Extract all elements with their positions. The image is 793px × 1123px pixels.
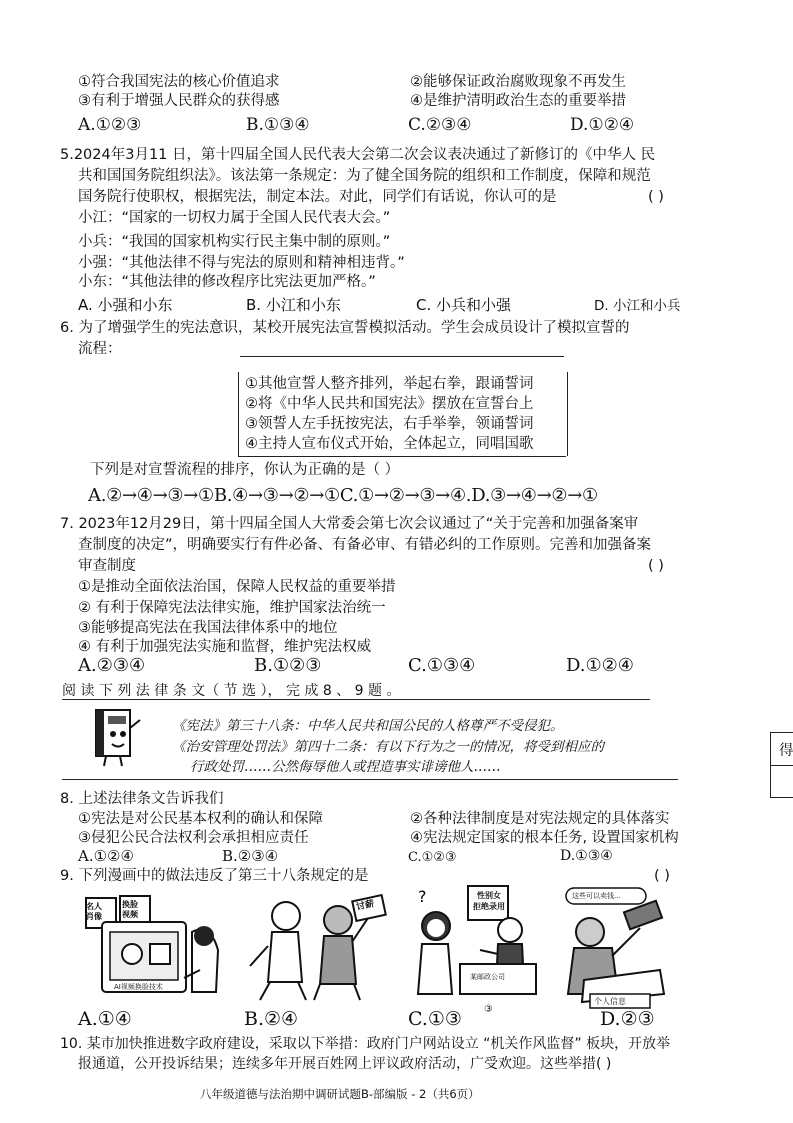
reading-intro: 阅 读 下 列 法 律 条 文（ 节 选 ）， 完 成 8 、 9 题 。 — [62, 683, 401, 699]
q4-option-a: A.①②③ — [78, 115, 142, 135]
q5-option-a: A. 小强和小东 — [78, 296, 173, 314]
q8-option-b: B.②③④ — [222, 847, 279, 865]
q10-stem-line1: 10. 某市加快推进数字政府建设，采取以下举措：政府门户网站设立 “机关作风监督” 板块，开放举 — [60, 1036, 671, 1052]
q6-options: A.②→④→③→①B.④→③→②→①C.①→②→③→④.D.③→④→②→① — [88, 485, 598, 506]
q7-stem-line2: 查制度的决定”，明确要实行有件必备、有备必审、有错必纠的工作原则。完善和加强备案 — [78, 537, 652, 553]
c1-caption: AI视频换脸技术 — [114, 983, 163, 991]
q9-option-c: C.①③ — [408, 1008, 462, 1030]
law-article-42-line1: 《治安管理处罚法》第四十二条：有以下行为之一的情况，将受到相应的 — [172, 739, 604, 755]
q5-answer-paren: ( ) — [648, 189, 664, 205]
q8-option-c: C.①②③ — [408, 850, 457, 865]
c3-door-label: 某邮政公司 — [470, 973, 505, 981]
q8-statement-3: ③侵犯公民合法权利会承担相应责任 — [78, 830, 309, 846]
q6-step-3: ③领誓人左手抚按宪法，右手举拳，领诵誓词 — [245, 416, 534, 432]
q8-statement-2: ②各种法律制度是对宪法规定的具体落实 — [410, 811, 670, 827]
q4-option-d: D.①②④ — [570, 115, 635, 135]
q4-statement-1: ①符合我国宪法的核心价值追求 — [78, 74, 280, 90]
q6-step-1: ①其他宣誓人整齐排列，举起右拳，跟诵誓词 — [245, 376, 534, 392]
c3-sign: 性别女 拒绝录用 — [473, 891, 505, 911]
q7-option-a: A.②③④ — [78, 655, 146, 676]
q5-statement-4: 小东：“其他法律的修改程序比宪法更加严格。” — [78, 274, 376, 290]
q9-stem: 9. 下列漫画中的做法违反了第三十八条规定的是 — [60, 868, 369, 884]
c1-sign-faceswap: 换脸 视频 — [122, 900, 138, 919]
q7-stem-line1: 7. 2023年12月29日，第十四届全国人大常委会第七次会议通过了“关于完善和加强备案审 — [60, 516, 639, 532]
q7-statement-2: ② 有利于保障宪法法律实施，维护国家法治统一 — [78, 600, 386, 616]
q5-statement-1: 小江：“国家的一切权力属于全国人民代表大会。” — [78, 210, 391, 226]
svg-text:?: ? — [418, 887, 427, 906]
q8-statement-4: ④宪法规定国家的根本任务, 设置国家机构 — [410, 830, 679, 846]
c2-sign: 讨薪 — [355, 899, 376, 913]
q6-step-2: ②将《中华人民共和国宪法》摆放在宣誓台上 — [245, 396, 534, 412]
page-footer: 八年级道德与法治期中调研试题B-部编版 - 2（共6页） — [200, 1087, 480, 1101]
q5-option-b: B. 小江和小东 — [246, 296, 341, 314]
q7-option-b: B.①②③ — [254, 655, 322, 676]
q8-statement-1: ①宪法是对公民基本权利的确认和保障 — [78, 811, 323, 827]
q4-option-b: B.①③④ — [246, 115, 310, 135]
q4-statement-4: ④是维护清明政治生态的重要举措 — [410, 93, 626, 109]
q9-answer-paren: ( ) — [654, 868, 670, 884]
law-article-38: 《宪法》第三十八条：中华人民共和国公民的人格尊严不受侵犯。 — [172, 718, 564, 734]
q8-stem: 8. 上述法律条文告诉我们 — [60, 791, 224, 807]
q7-stem-line3: 审查制度 — [78, 558, 136, 574]
q7-statement-4: ④ 有利于加强宪法实施和监督，维护宪法权威 — [78, 639, 372, 655]
q4-statement-2: ②能够保证政治腐败现象不再发生 — [410, 74, 626, 90]
q8-option-d: D.①③④ — [560, 848, 613, 864]
q7-statement-1: ①是推动全面依法治国，保障人民权益的重要举措 — [78, 579, 396, 595]
q7-answer-paren: ( ) — [648, 558, 664, 574]
q5-stem-line3: 国务院行使职权，根据宪法，制定本法。对此，同学们有话说，你认可的是 — [78, 189, 557, 205]
q5-statement-2: 小兵：“我国的国家机构实行民主集中制的原则。” — [78, 234, 391, 250]
c4-tag: 个人信息 — [594, 997, 626, 1006]
q4-option-c: C.②③④ — [408, 115, 472, 135]
law-article-42-line2: 行政处罚……公然侮辱他人或捏造事实诽谤他人…… — [190, 759, 501, 775]
q6-steps-box — [238, 372, 568, 456]
q7-option-c: C.①③④ — [408, 655, 476, 676]
c4-sign: 这些可以卖钱… — [572, 892, 621, 900]
q5-option-d: D. 小江和小兵 — [594, 298, 681, 314]
q9-option-d: D.②③ — [600, 1008, 655, 1030]
q6-question: 下列是对宣誓流程的排序，你认为正确的是（ ） — [90, 462, 400, 478]
q6-stem-line1: 6. 为了增强学生的宪法意识，某校开展宪法宣誓模拟活动。学生会成员设计了模拟宣誓的 — [60, 320, 630, 336]
side-char: 得 — [779, 743, 793, 759]
q5-stem-line2: 共和国国务院组织法》。该法第一条规定：为了健全国务院的组织和工作制度，保障和规范 — [78, 168, 651, 184]
q4-statement-3: ③有利于增强人民群众的获得感 — [78, 93, 280, 109]
cartoon-4-personal-info-sale — [560, 884, 690, 1014]
c3-number: ③ — [484, 1004, 493, 1015]
q10-stem-line2: 报通道，公开投诉结果；连续多年开展百姓网上评议政府活动，广受欢迎。这些举措( ) — [78, 1056, 612, 1072]
q9-option-a: A.①④ — [78, 1008, 132, 1030]
q7-option-d: D.①②④ — [566, 655, 634, 676]
q5-stem-line1: 5.2024年3月11 日，第十四届全国人民代表大会第二次会议表决通过了新修订的《中华人 民 — [60, 147, 656, 163]
q6-step-4: ④主持人宣布仪式开始，全体起立，同唱国歌 — [245, 436, 534, 452]
q6-stem-line2: 流程： — [78, 341, 122, 357]
c1-sign-celebrity: 名人 肖像 — [86, 902, 102, 921]
q5-statement-3: 小强：“其他法律不得与宪法的原则和精神相违背。” — [78, 255, 405, 271]
score-side-tab — [770, 732, 793, 798]
q9-option-b: B.②④ — [244, 1008, 299, 1030]
q5-option-c: C. 小兵和小强 — [416, 296, 512, 314]
q8-option-a: A.①②④ — [78, 847, 134, 865]
book-character-illustration — [86, 706, 150, 770]
q7-statement-3: ③能够提高宪法在我国法律体系中的地位 — [78, 620, 338, 636]
